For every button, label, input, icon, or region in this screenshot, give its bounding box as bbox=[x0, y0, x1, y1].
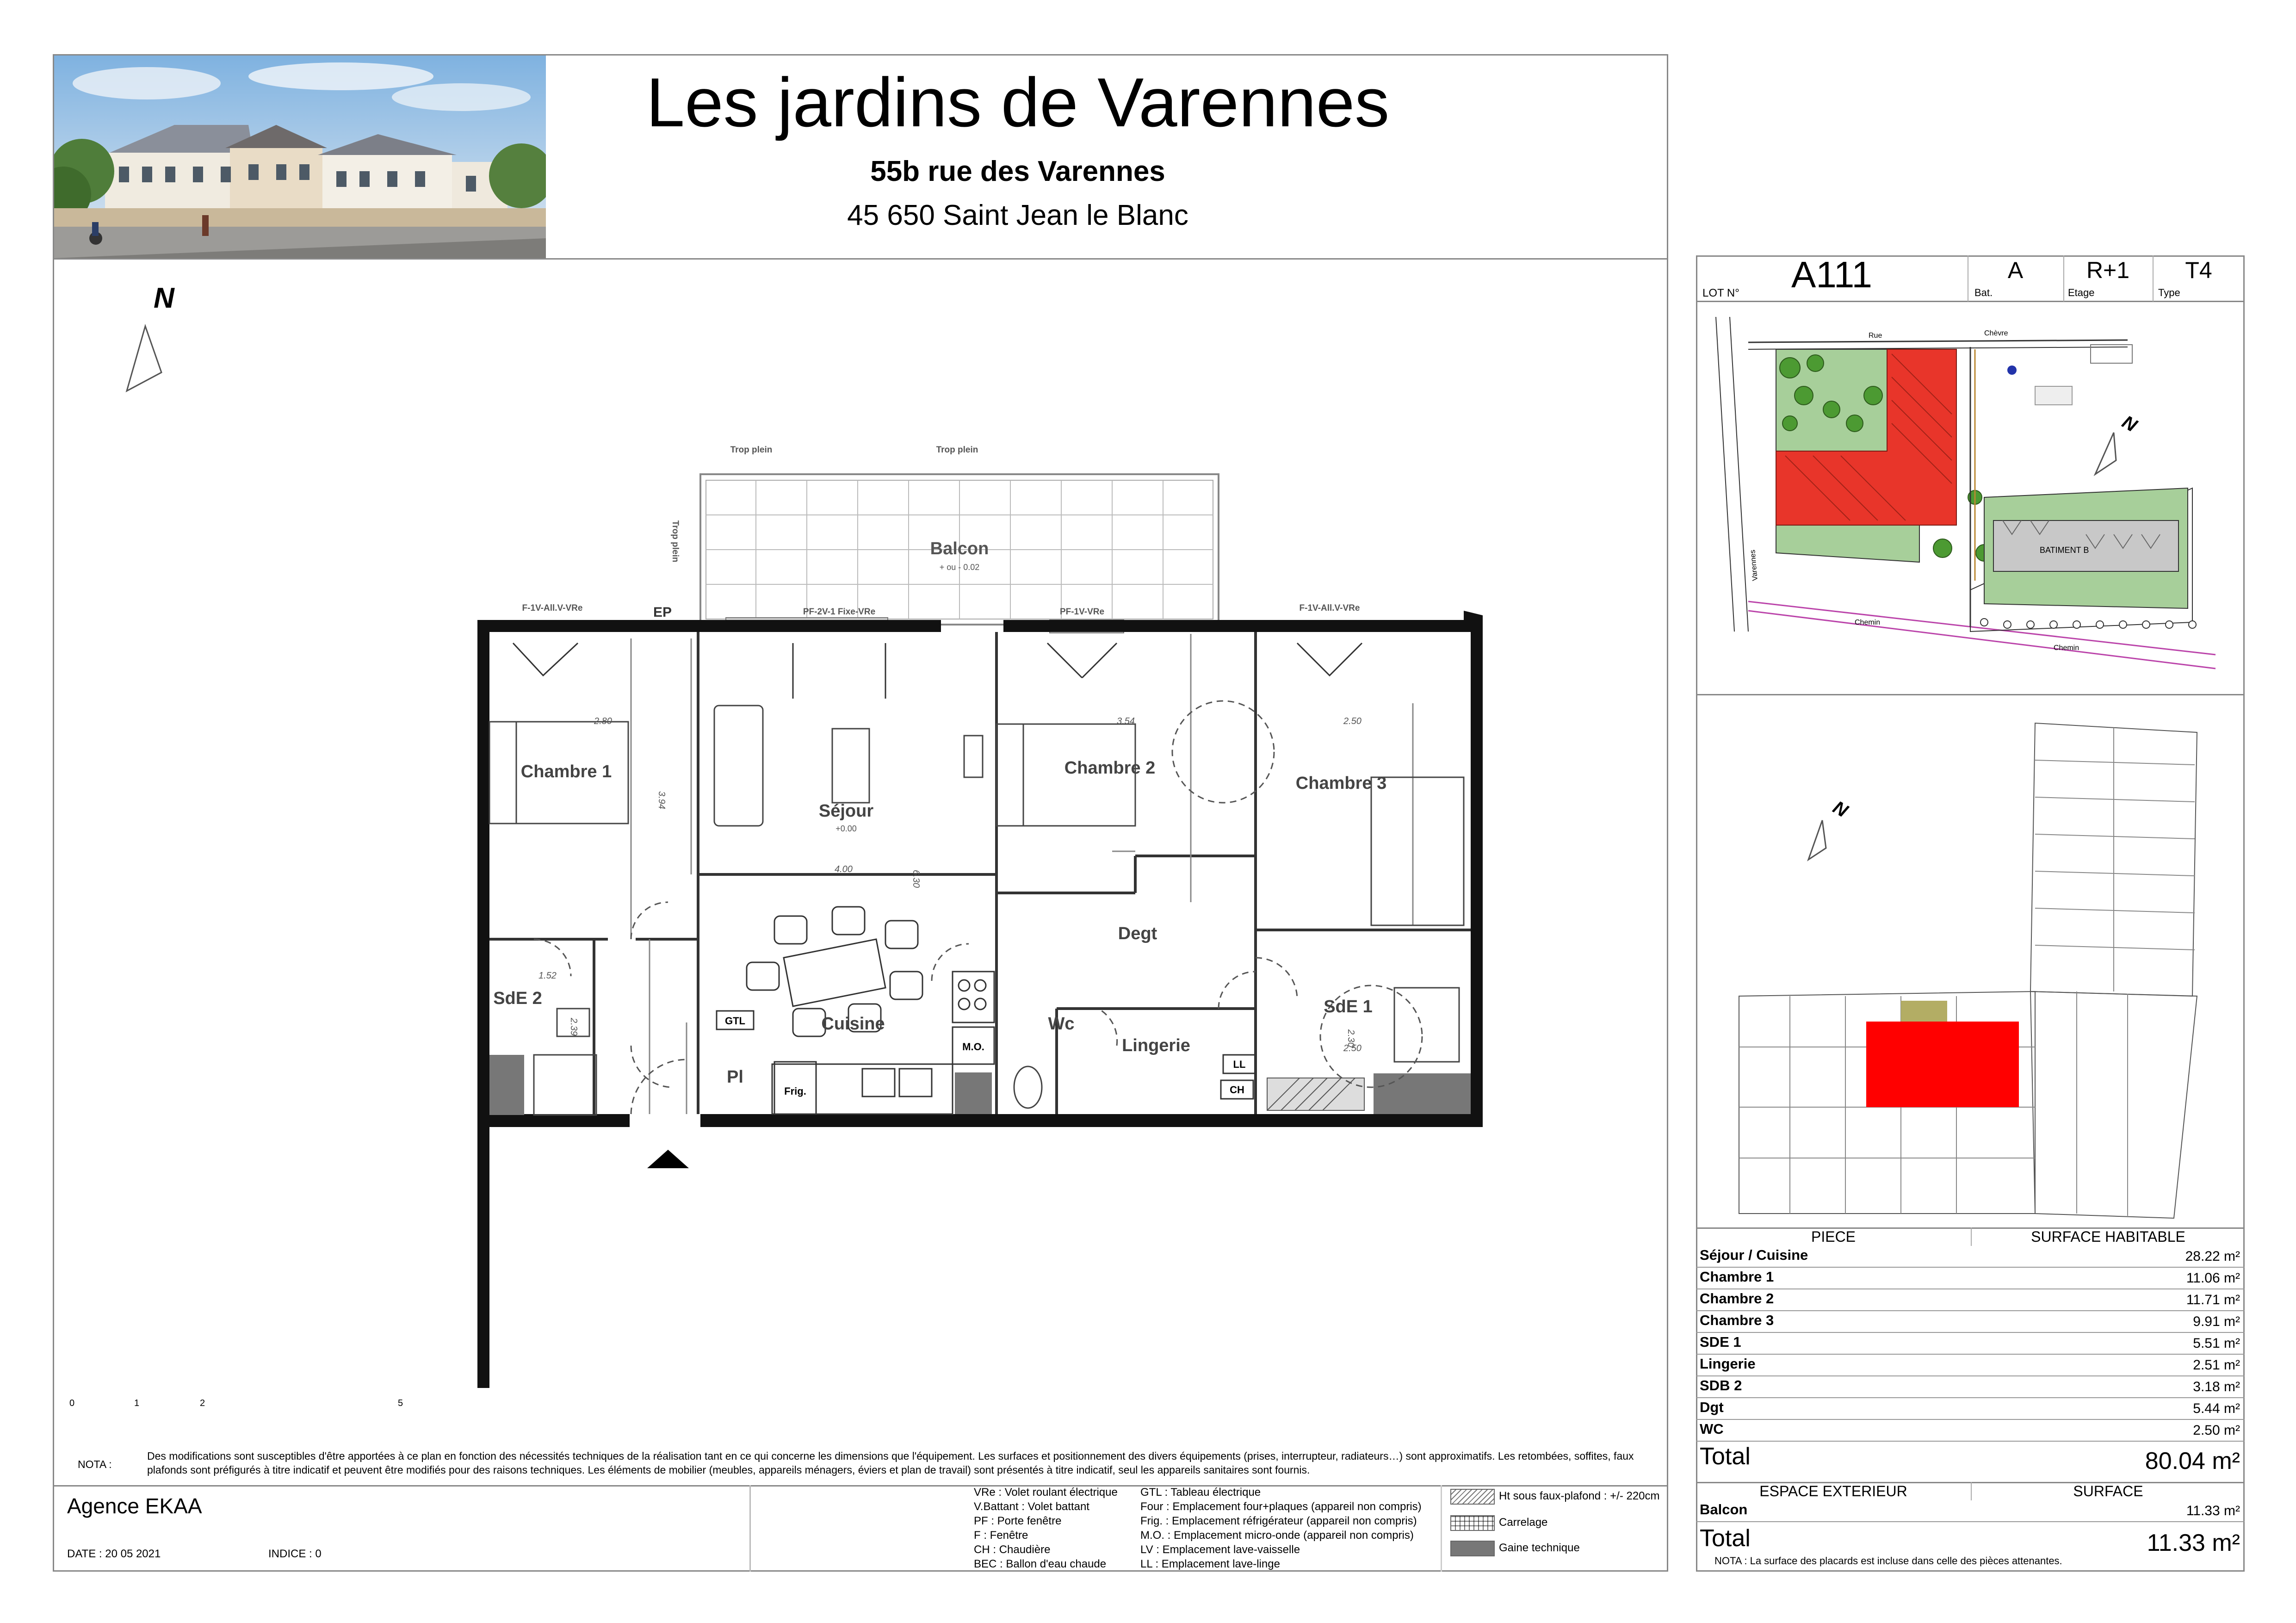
ep-label: EP bbox=[653, 605, 672, 620]
dim-3: 3.54 bbox=[1117, 716, 1135, 726]
row-name: Dgt bbox=[1700, 1399, 1724, 1415]
legend-item: BEC : Ballon d'eau chaude bbox=[974, 1558, 1107, 1570]
scale-0: 0 bbox=[69, 1398, 75, 1408]
entry-door bbox=[631, 1059, 687, 1114]
legend-col-1 bbox=[974, 1485, 1118, 1571]
row-name: Chambre 2 bbox=[1700, 1290, 1774, 1307]
table-row bbox=[1696, 1376, 2245, 1398]
room-chambre-3: Chambre 3 bbox=[1295, 774, 1387, 793]
tile-swatch-icon bbox=[1450, 1515, 1495, 1531]
bat-value: A bbox=[2007, 257, 2024, 283]
bat-label: Bat. bbox=[1974, 287, 1993, 298]
building-rendering-image bbox=[54, 56, 546, 258]
room-cuisine: Cuisine bbox=[821, 1014, 885, 1034]
table-row bbox=[1696, 1268, 2245, 1289]
room-sejour-level: +0.00 bbox=[835, 824, 857, 833]
room-degt: Degt bbox=[1118, 924, 1157, 943]
dim-1: 2.80 bbox=[594, 716, 612, 726]
room-sde-1: SdE 1 bbox=[1324, 997, 1373, 1016]
table-row bbox=[1696, 1420, 2245, 1442]
room-placard: Pl bbox=[727, 1067, 743, 1087]
row-name: SDE 1 bbox=[1700, 1334, 1741, 1350]
row-value: 11.33 m² bbox=[2186, 1503, 2240, 1518]
row-name: Chambre 3 bbox=[1700, 1312, 1774, 1328]
dim-9: 2.30 bbox=[1346, 1029, 1356, 1047]
site-batiment-b: BATIMENT B bbox=[2040, 545, 2089, 555]
row-value: 3.18 m² bbox=[2193, 1379, 2240, 1394]
surface-note: NOTA : La surface des placards est incluse dans celle des pièces attenantes. bbox=[1714, 1555, 2062, 1567]
etage-value: R+1 bbox=[2086, 257, 2130, 283]
row-name: Chambre 1 bbox=[1700, 1269, 1774, 1285]
trop-plein-1: Trop plein bbox=[730, 445, 773, 455]
ext-total-value: 11.33 m² bbox=[2147, 1530, 2240, 1556]
window-label-1: F-1V-All.V-VRe bbox=[522, 603, 583, 613]
north-label: N bbox=[154, 282, 174, 314]
col-piece: PIECE bbox=[1811, 1228, 1856, 1245]
footer-vsep bbox=[749, 1485, 751, 1572]
legend-col-2 bbox=[1140, 1485, 1422, 1571]
lot-number: A111 bbox=[1791, 254, 1872, 295]
table-row bbox=[1696, 1333, 2245, 1355]
row-value: 2.51 m² bbox=[2193, 1357, 2240, 1373]
dim-10: 2.50 bbox=[1343, 1043, 1362, 1053]
type-value: T4 bbox=[2185, 257, 2212, 283]
row-value: 2.50 m² bbox=[2193, 1423, 2240, 1438]
window-label-2: PF-2V-1 Fixe-VRe bbox=[803, 607, 876, 617]
row-value: 11.71 m² bbox=[2186, 1292, 2240, 1307]
scale-5: 5 bbox=[398, 1398, 403, 1408]
mo-label: M.O. bbox=[962, 1041, 984, 1053]
dim-5: 4.00 bbox=[835, 864, 853, 874]
surfaces-table bbox=[1696, 1227, 2245, 1482]
ll-label: LL bbox=[1233, 1059, 1246, 1070]
sofa bbox=[714, 706, 763, 826]
legend-item: M.O. : Emplacement micro-onde (appareil non compris) bbox=[1140, 1529, 1414, 1542]
footer-divider bbox=[53, 1485, 1668, 1487]
balcon-label: Balcon bbox=[930, 539, 989, 558]
wardrobe-chambre-3 bbox=[1371, 777, 1464, 925]
total-value: 80.04 m² bbox=[2145, 1448, 2240, 1474]
agency-name: Agence EKAA bbox=[67, 1494, 202, 1518]
entrance-arrow-icon bbox=[647, 1150, 689, 1168]
legend-item: VRe : Volet roulant électrique bbox=[974, 1486, 1118, 1499]
legend-item: CH : Chaudière bbox=[974, 1543, 1051, 1556]
legend-item: V.Battant : Volet battant bbox=[974, 1500, 1089, 1513]
dim-6: 6.30 bbox=[911, 870, 921, 888]
row-value: 5.44 m² bbox=[2193, 1401, 2240, 1416]
lot-header-line bbox=[1696, 301, 2245, 302]
room-wc: Wc bbox=[1048, 1014, 1075, 1034]
balcon-level: + ou - 0.02 bbox=[939, 563, 980, 572]
site-varennes: Varennes bbox=[1749, 549, 1759, 582]
room-chambre-2: Chambre 2 bbox=[1064, 758, 1156, 778]
address-line-1: 55b rue des Varennes bbox=[870, 155, 1165, 187]
address-line-2: 45 650 Saint Jean le Blanc bbox=[847, 199, 1188, 231]
window-label-3: PF-1V-VRe bbox=[1059, 607, 1105, 617]
row-name: SDB 2 bbox=[1700, 1377, 1742, 1394]
gtl-label: GTL bbox=[725, 1015, 745, 1027]
legend-item: LV : Emplacement lave-vaisselle bbox=[1140, 1543, 1300, 1556]
row-value: 5.51 m² bbox=[2193, 1336, 2240, 1351]
frig-label: Frig. bbox=[784, 1085, 806, 1097]
exterior-table bbox=[1696, 1482, 2245, 1572]
table-row bbox=[1696, 1398, 2245, 1420]
nota-label: NOTA : bbox=[78, 1458, 112, 1470]
floor-plan bbox=[53, 259, 1667, 1388]
room-chambre-1: Chambre 1 bbox=[520, 762, 612, 781]
legend-item: F : Fenêtre bbox=[974, 1529, 1028, 1542]
row-name: Balcon bbox=[1700, 1501, 1748, 1518]
site-north-label: N bbox=[2118, 411, 2141, 436]
legend-item: PF : Porte fenêtre bbox=[974, 1515, 1062, 1527]
legend-item: Frig. : Emplacement réfrigérateur (appareil non compris) bbox=[1140, 1515, 1417, 1527]
ext-col-2: SURFACE bbox=[2073, 1483, 2143, 1499]
room-sde-2: SdE 2 bbox=[493, 989, 542, 1008]
legend-ht: Ht sous faux-plafond : +/- 220cm bbox=[1499, 1490, 1660, 1502]
key-north-label: N bbox=[1829, 797, 1851, 822]
lot-label: LOT N° bbox=[1702, 287, 1739, 299]
table-row bbox=[1696, 1500, 2245, 1522]
room-sejour: Séjour bbox=[818, 801, 874, 821]
legend-item: LL : Emplacement lave-linge bbox=[1140, 1558, 1280, 1570]
table-row bbox=[1696, 1289, 2245, 1311]
apartment-highlight bbox=[1866, 1022, 2019, 1107]
row-value: 28.22 m² bbox=[2185, 1249, 2240, 1264]
plan-date: DATE : 20 05 2021 bbox=[67, 1548, 161, 1560]
table-row bbox=[1696, 1246, 2245, 1268]
col-surface: SURFACE HABITABLE bbox=[2031, 1228, 2185, 1245]
legend-item: GTL : Tableau électrique bbox=[1140, 1486, 1261, 1499]
site-chevre: Chèvre bbox=[1984, 329, 2008, 337]
dim-4: 2.50 bbox=[1343, 716, 1362, 726]
etage-label: Etage bbox=[2068, 287, 2095, 298]
site-rue: Rue bbox=[1869, 332, 1882, 340]
floor-key-plan bbox=[1697, 695, 2243, 1227]
legend-item: Four : Emplacement four+plaques (appareil non compris) bbox=[1140, 1500, 1422, 1513]
ext-col-1: ESPACE EXTERIEUR bbox=[1759, 1483, 1907, 1499]
table-row bbox=[1696, 1311, 2245, 1333]
row-name: Séjour / Cuisine bbox=[1700, 1247, 1808, 1263]
scale-2: 2 bbox=[200, 1398, 205, 1408]
dim-8: 2.39 bbox=[569, 1018, 579, 1036]
window-label-4: F-1V-All.V-VRe bbox=[1299, 603, 1360, 613]
row-value: 11.06 m² bbox=[2186, 1270, 2240, 1286]
plan-indice: INDICE : 0 bbox=[268, 1548, 322, 1560]
room-lingerie: Lingerie bbox=[1122, 1036, 1190, 1055]
north-arrow-icon bbox=[127, 326, 161, 391]
dim-2: 3.94 bbox=[656, 791, 667, 809]
site-chemin-2: Chemin bbox=[2054, 644, 2079, 652]
row-name: Lingerie bbox=[1700, 1356, 1756, 1372]
total-label: Total bbox=[1700, 1443, 1751, 1470]
site-plan bbox=[1697, 303, 2243, 694]
row-name: WC bbox=[1700, 1421, 1724, 1437]
nota-text: Des modifications sont susceptibles d'être apportées à ce plan en fonction des nécessités techniques de la réalisation tant en ce qui concerne les dimensions que l'équipement. Les surfaces et positionnement des divers équipements (prises, interrupteur, radiateurs…) sont approximatifs. Les retombées, soffites, faux plafonds sont préfigurés à titre indicatif et peuvent être modifiés pour des raisons techniques. Les éléments de mobilier (meubles, appareils ménagers, éviers et plan de travail) sont présentés à titre indicatif, seul les appareils sanitaires sont fournis. bbox=[147, 1450, 1634, 1476]
dim-7: 1.52 bbox=[538, 971, 557, 981]
site-chemin-1: Chemin bbox=[1855, 619, 1881, 626]
row-value: 9.91 m² bbox=[2193, 1314, 2240, 1329]
scale-1: 1 bbox=[134, 1398, 140, 1408]
trop-plein-3: Trop plein bbox=[670, 520, 680, 563]
gaine-swatch-icon bbox=[1450, 1541, 1495, 1556]
legend-gaine: Gaine technique bbox=[1499, 1542, 1580, 1554]
type-label: Type bbox=[2158, 287, 2180, 298]
trop-plein-2: Trop plein bbox=[936, 445, 978, 455]
hatch-swatch-icon bbox=[1450, 1489, 1495, 1505]
legend-carrelage: Carrelage bbox=[1499, 1516, 1548, 1529]
footer-vsep-2 bbox=[1441, 1485, 1442, 1572]
ext-total-label: Total bbox=[1700, 1525, 1751, 1552]
table-row bbox=[1696, 1355, 2245, 1376]
ch-label: CH bbox=[1230, 1084, 1244, 1096]
project-title: Les jardins de Varennes bbox=[646, 63, 1390, 141]
